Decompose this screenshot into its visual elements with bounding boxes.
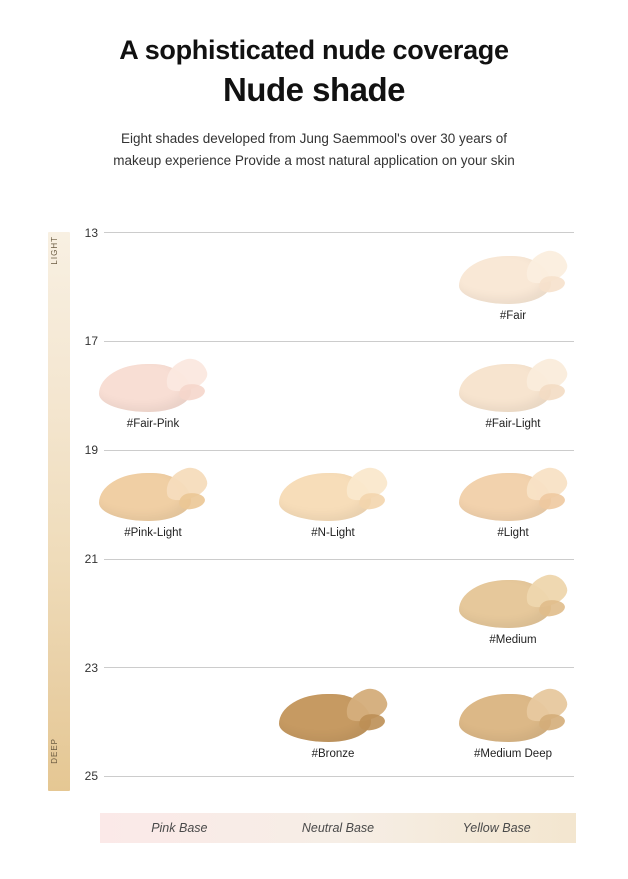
axis-tick-17: 17 xyxy=(84,334,98,348)
smear-tip xyxy=(358,492,386,511)
smear-tip xyxy=(538,275,566,294)
swatch-light xyxy=(448,467,578,539)
header xyxy=(0,0,628,173)
swatch-n-light xyxy=(268,467,398,539)
grid-line-19 xyxy=(104,450,574,451)
smear-n-light xyxy=(279,467,387,525)
legend-item-yellow-base: Yellow Base xyxy=(462,821,531,835)
smear-medium-deep xyxy=(459,688,567,746)
swatch-label: #Fair-Pink xyxy=(126,418,180,430)
grid-line-25 xyxy=(104,776,574,777)
legend-item-neutral-base: Neutral Base xyxy=(301,821,375,835)
axis-tick-21: 21 xyxy=(84,552,98,566)
smear-tip xyxy=(538,599,566,618)
page-title-line1: A sophisticated nude coverage xyxy=(119,35,509,65)
shade-chart xyxy=(0,218,628,818)
smear-tip xyxy=(538,492,566,511)
smear-tip xyxy=(178,492,206,511)
smear-tip xyxy=(178,383,206,402)
swatch-bronze xyxy=(268,688,398,760)
grid-line-21 xyxy=(104,559,574,560)
smear-fair-light xyxy=(459,358,567,416)
swatch-fair-light xyxy=(448,358,578,430)
legend-item-pink-base: Pink Base xyxy=(151,821,208,835)
smear-pink-light xyxy=(99,467,207,525)
subtitle-line2: makeup experience Provide a most natural application on your skin xyxy=(113,153,515,169)
grid-line-13 xyxy=(104,232,574,233)
swatch-medium-deep xyxy=(448,688,578,760)
swatch-medium xyxy=(448,574,578,646)
scale-label-deep: DEEP xyxy=(50,738,59,764)
subtitle xyxy=(0,128,628,173)
scale-label-light: LIGHT xyxy=(50,236,59,265)
base-legend xyxy=(100,813,576,843)
smear-fair-pink xyxy=(99,358,207,416)
swatch-label: #Fair-Light xyxy=(485,418,541,430)
swatch-fair-pink xyxy=(88,358,218,430)
axis-tick-23: 23 xyxy=(84,661,98,675)
swatch-label: #Pink-Light xyxy=(124,527,182,539)
smear-bronze xyxy=(279,688,387,746)
smear-tip xyxy=(538,713,566,732)
swatch-pink-light xyxy=(88,467,218,539)
swatch-label: #Medium xyxy=(489,634,537,646)
swatch-label: #N-Light xyxy=(311,527,355,539)
subtitle-line1: Eight shades developed from Jung Saemmool's over 30 years of xyxy=(120,131,508,146)
swatch-fair xyxy=(448,250,578,322)
grid-line-23 xyxy=(104,667,574,668)
depth-scale-bar xyxy=(48,232,70,791)
swatch-label: #Medium Deep xyxy=(474,748,552,760)
axis-tick-13: 13 xyxy=(84,226,98,240)
smear-medium xyxy=(459,574,567,632)
swatch-label: #Fair xyxy=(499,310,527,322)
smear-light xyxy=(459,467,567,525)
smear-tip xyxy=(538,383,566,402)
grid-line-17 xyxy=(104,341,574,342)
axis-tick-19: 19 xyxy=(84,443,98,457)
swatch-label: #Bronze xyxy=(311,748,355,760)
smear-tip xyxy=(358,713,386,732)
smear-fair xyxy=(459,250,567,308)
page-title-line2: Nude shade xyxy=(222,70,406,108)
swatch-label: #Light xyxy=(497,527,529,539)
axis-tick-25: 25 xyxy=(84,769,98,783)
